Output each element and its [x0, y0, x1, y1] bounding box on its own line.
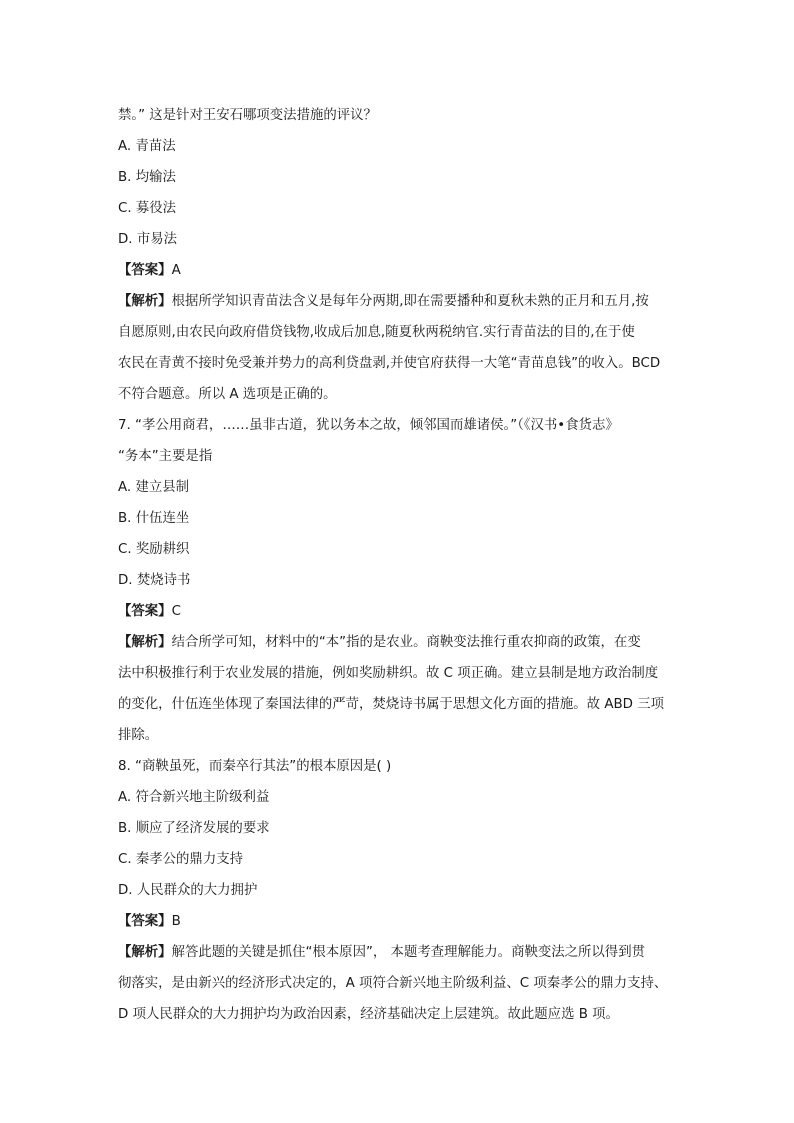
answer-label: 【答案】 [118, 263, 172, 278]
q7-analysis-line-4: 排除。 [118, 728, 159, 743]
q6-analysis-line-1: 【解析】根据所学知识青苗法含义是每年分两期,即在需要播种和夏秋未熟的正月和五月,按 [118, 294, 649, 309]
question-7-stem-line-2: “务本”主要是指 [118, 449, 213, 464]
q6-analysis [118, 286, 678, 410]
question-8-stem: 8. “商鞅虽死，而秦卒行其法”的根本原因是( ) [118, 759, 392, 774]
q7-option-d: D. 焚烧诗书 [118, 573, 191, 588]
q8-analysis-line-1: 【解析】解答此题的关键是抓住“根本原因”， 本题考查理解能力。商鞅变法之所以得到贯 [118, 945, 645, 960]
q6-answer [118, 255, 678, 286]
q8-analysis-line-3: D 项人民群众的大力拥护均为政治因素，经济基础决定上层建筑。故此题应选 B 项。 [118, 1007, 619, 1022]
q7-analysis-line-1: 【解析】结合所学可知，材料中的“本”指的是农业。商鞅变法推行重农抑商的政策，在变 [118, 635, 641, 650]
answer-value: C [171, 604, 181, 619]
q8-answer [118, 906, 678, 937]
q7-analysis [118, 627, 678, 751]
q8-analysis-line-2: 彻落实，是由新兴的经济形式决定的，A 项符合新兴地主阶级利益、C 项秦孝公的鼎力支持、 [118, 976, 668, 991]
q8-analysis [118, 937, 678, 1030]
q8-option-a: A. 符合新兴地主阶级利益 [118, 790, 270, 805]
q6-analysis-line-3: 农民在青黄不接时免受兼并势力的高利贷盘剥,并使官府获得一大笔“青苗息钱”的收入。BCD [118, 356, 661, 371]
q8-option-c: C. 秦孝公的鼎力支持 [118, 852, 243, 867]
q7-option-a: A. 建立县制 [118, 480, 189, 495]
q6-analysis-line-2: 自愿原则,由农民向政府借贷钱物,收成后加息,随夏秋两税纳官.实行青苗法的目的,在于使 [118, 325, 635, 340]
q7-answer [118, 596, 678, 627]
q6-option-a: A. 青苗法 [118, 139, 176, 154]
answer-value: B [171, 914, 181, 929]
analysis-label: 【解析】 [118, 294, 172, 309]
analysis-label: 【解析】 [118, 945, 172, 960]
q6-analysis-line-4: 不符合题意。所以 A 选项是正确的。 [118, 387, 337, 402]
q6-option-b: B. 均输法 [118, 170, 176, 185]
answer-label: 【答案】 [118, 604, 172, 619]
q8-option-d: D. 人民群众的大力拥护 [118, 883, 258, 898]
q6-option-c: C. 募役法 [118, 201, 177, 216]
q8-option-b: B. 顺应了经济发展的要求 [118, 821, 270, 836]
q7-analysis-line-2: 法中积极推行利于农业发展的措施，例如奖励耕织。故 C 项正确。建立县制是地方政治制度 [118, 666, 659, 681]
question-7-stem-line-1: 7. “孝公用商君，……虽非古道，犹以务本之故，倾邻国而雄诸侯。”（《汉书•食货志》 [118, 418, 619, 433]
q6-option-d: D. 市易法 [118, 232, 177, 247]
answer-value: A [171, 263, 181, 278]
document-content [118, 100, 678, 1030]
q7-analysis-line-3: 的变化，什伍连坐体现了秦国法律的严苛，焚烧诗书属于思想文化方面的措施。故 ABD 三项 [118, 697, 665, 712]
analysis-label: 【解析】 [118, 635, 172, 650]
answer-label: 【答案】 [118, 914, 172, 929]
question-6-stem-tail: 禁。” 这是针对王安石哪项变法措施的评议？ [118, 108, 377, 123]
q7-option-c: C. 奖励耕织 [118, 542, 190, 557]
q7-option-b: B. 什伍连坐 [118, 511, 190, 526]
